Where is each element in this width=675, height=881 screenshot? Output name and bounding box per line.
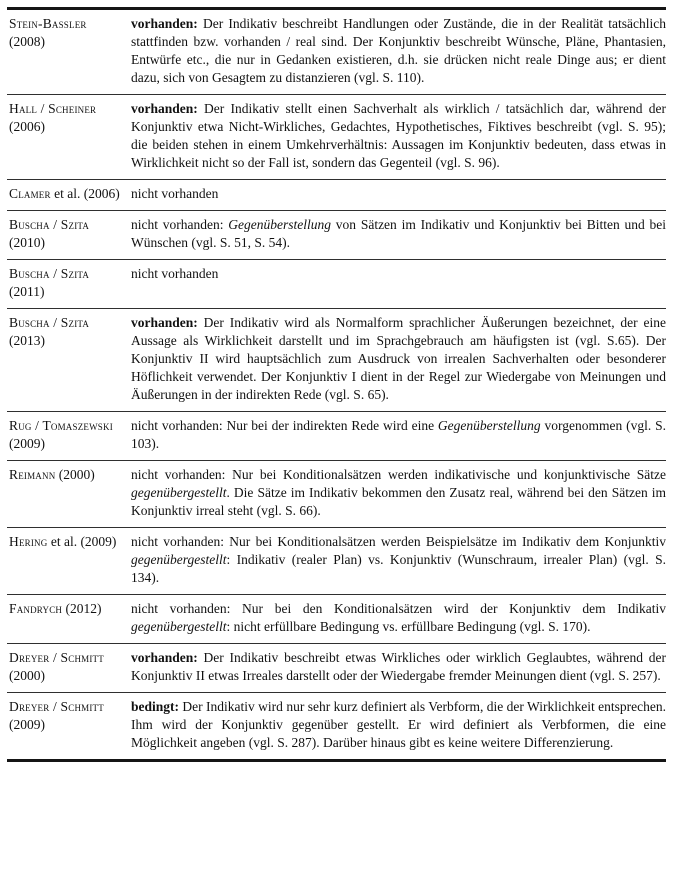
table-row (7, 260, 666, 309)
text-segment: Der Indikativ beschreibt Handlungen oder Zustände, die in der Realität tatsächlich stattfinden bzw. vorhanden / real sind. Der Konjunktiv beschreibt Wünsche, Pläne, Phantasien, Entwürfe etc., die nur in Gedanken existieren, d.h. sie drücken nicht reale Dinge aus; er dient dazu, sich von Gesagtem zu distanzieren (vgl. S. 110). (131, 16, 666, 85)
text-segment: nicht vorhanden (131, 266, 219, 281)
text-segment: nicht vorhanden: Nur bei den Konditionalsätzen wird der Konjunktiv dem Indikativ (131, 601, 666, 616)
table-row (7, 95, 666, 180)
description-cell (131, 100, 666, 172)
text-segment: vorgenommen (vgl. S. 103). (131, 418, 666, 451)
author-cell (7, 466, 131, 520)
description-cell (131, 698, 666, 752)
text-segment: et al. (2009) (47, 534, 117, 549)
author-cell (7, 600, 131, 636)
text-segment: Stein-Bassler (9, 16, 87, 31)
description-cell (131, 600, 666, 636)
text-segment: nicht vorhanden: Nur bei Konditionalsätzen werden indikativische und konjunktivische Sätze (131, 467, 666, 482)
text-segment: gegenübergestellt (131, 552, 227, 567)
description-cell (131, 649, 666, 685)
table-row (7, 693, 666, 759)
author-cell (7, 314, 131, 404)
text-segment: vorhanden: (131, 650, 198, 665)
text-segment: (2013) (9, 333, 45, 348)
text-segment: (2006) (9, 119, 45, 134)
text-segment: Clamer (9, 186, 51, 201)
text-segment: nicht vorhanden: Nur bei Konditionalsätzen werden Beispielsätze im Indikativ dem Konjunktiv (131, 534, 666, 549)
text-segment: Der Indikativ wird nur sehr kurz definiert als Verbform, die der Wirklichkeit entsprechen. Ihm wird der Konjunktiv gegenüber gestellt. Er wird definiert als Verbformen, die eine Möglichkeit angeben (vgl. S. 287). Darüber hinaus gibt es keine weitere Differenzierung. (131, 699, 666, 750)
description-cell (131, 265, 666, 301)
text-segment: vorhanden: (131, 101, 198, 116)
table-row (7, 10, 666, 95)
description-cell (131, 466, 666, 520)
description-cell (131, 216, 666, 252)
author-cell (7, 185, 131, 203)
text-segment: nicht vorhanden: Nur bei der indirekten Rede wird eine (131, 418, 438, 433)
text-segment: : nicht erfüllbare Bedingung vs. erfüllbare Bedingung (vgl. S. 170). (226, 619, 591, 634)
text-segment: nicht vorhanden: (131, 217, 229, 232)
table-row (7, 644, 666, 693)
text-segment: (2011) (9, 284, 45, 299)
text-segment: gegenübergestellt (131, 485, 227, 500)
author-cell (7, 100, 131, 172)
author-cell (7, 216, 131, 252)
author-cell (7, 15, 131, 87)
text-segment: Fandrych (9, 601, 63, 616)
author-cell (7, 649, 131, 685)
text-segment: Der Indikativ wird als Normalform sprachlicher Äußerungen bezeichnet, der eine Aussage als Wirklichkeit darstellt und im Sprachgebrauch am häufigsten ist (vgl. S.65). Der Konjunktiv II wird hauptsächlich zum Ausdruck von irrealen Sachverhalten oder besonderer Höflichkeit verwendet. Der Konjunktiv I dient in der Regel zur Wiedergabe von Meinungen und Äußerungen in der indirekten Rede (vgl. S. 65). (131, 315, 666, 402)
text-segment: Buscha / Szita (9, 266, 90, 281)
description-cell (131, 15, 666, 87)
text-segment: bedingt: (131, 699, 180, 714)
table-row (7, 180, 666, 211)
table-row (7, 412, 666, 461)
text-segment: Der Indikativ beschreibt etwas Wirkliches oder wirklich Geglaubtes, während der Konjunktiv II etwas Irreales darstellt oder der Wiedergabe fremder Meinungen dient (vgl. S. 257). (131, 650, 666, 683)
text-segment: Buscha / Szita (9, 217, 90, 232)
description-cell (131, 417, 666, 453)
author-cell (7, 265, 131, 301)
description-cell (131, 533, 666, 587)
text-segment: Reimann (9, 467, 56, 482)
text-segment: Dreyer / Schmitt (9, 650, 104, 665)
table-row (7, 528, 666, 595)
text-segment: vorhanden: (131, 16, 198, 31)
text-segment: . Die Sätze im Indikativ bekommen den Zusatz real, während bei den Sätzen im Konjunktiv irreal steht (vgl. S. 66). (131, 485, 666, 518)
text-segment: von Sätzen im Indikativ und Konjunktiv bei Bitten und bei Wünschen (vgl. S. 51, S. 54). (131, 217, 666, 250)
text-segment: et al. (2006) (50, 186, 120, 201)
text-segment: gegenübergestellt (131, 619, 227, 634)
text-segment: (2009) (9, 717, 45, 732)
text-segment: Gegenüberstellung (228, 217, 332, 232)
text-segment: Dreyer / Schmitt (9, 699, 104, 714)
text-segment: (2012) (62, 601, 102, 616)
comparison-table (7, 7, 666, 762)
table-row (7, 461, 666, 528)
text-segment: (2000) (9, 668, 45, 683)
text-segment: : Indikativ (realer Plan) vs. Konjunktiv (Wunschraum, irrealer Plan) (vgl. S. 134). (131, 552, 666, 585)
text-segment: (2009) (9, 436, 45, 451)
text-segment: Hall / Scheiner (9, 101, 97, 116)
text-segment: Hering (9, 534, 48, 549)
text-segment: (2000) (55, 467, 95, 482)
table-row (7, 309, 666, 412)
text-segment: (2010) (9, 235, 45, 250)
text-segment: Rug / Tomaszewski (9, 418, 113, 433)
table-row (7, 595, 666, 644)
text-segment: nicht vorhanden (131, 186, 219, 201)
text-segment: vorhanden: (131, 315, 198, 330)
text-segment: Buscha / Szita (9, 315, 90, 330)
description-cell (131, 185, 666, 203)
text-segment: Der Indikativ stellt einen Sachverhalt als wirklich / tatsächlich dar, während der Konjunktiv etwa Nicht-Wirkliches, Gedachtes, Hypothetisches, Fiktives beschreibt (vgl. S. 95); die beiden stehen in einem Umkehrverhältnis: Aussagen im Konjunktiv bedeuten, dass etwas in Wirklichkeit nicht so der Fall ist, sondern das Gegenteil (vgl. S. 96). (131, 101, 666, 170)
author-cell (7, 698, 131, 752)
table-row (7, 211, 666, 260)
text-segment: Gegenüberstellung (437, 418, 541, 433)
author-cell (7, 417, 131, 453)
author-cell (7, 533, 131, 587)
text-segment: (2008) (9, 34, 45, 49)
description-cell (131, 314, 666, 404)
